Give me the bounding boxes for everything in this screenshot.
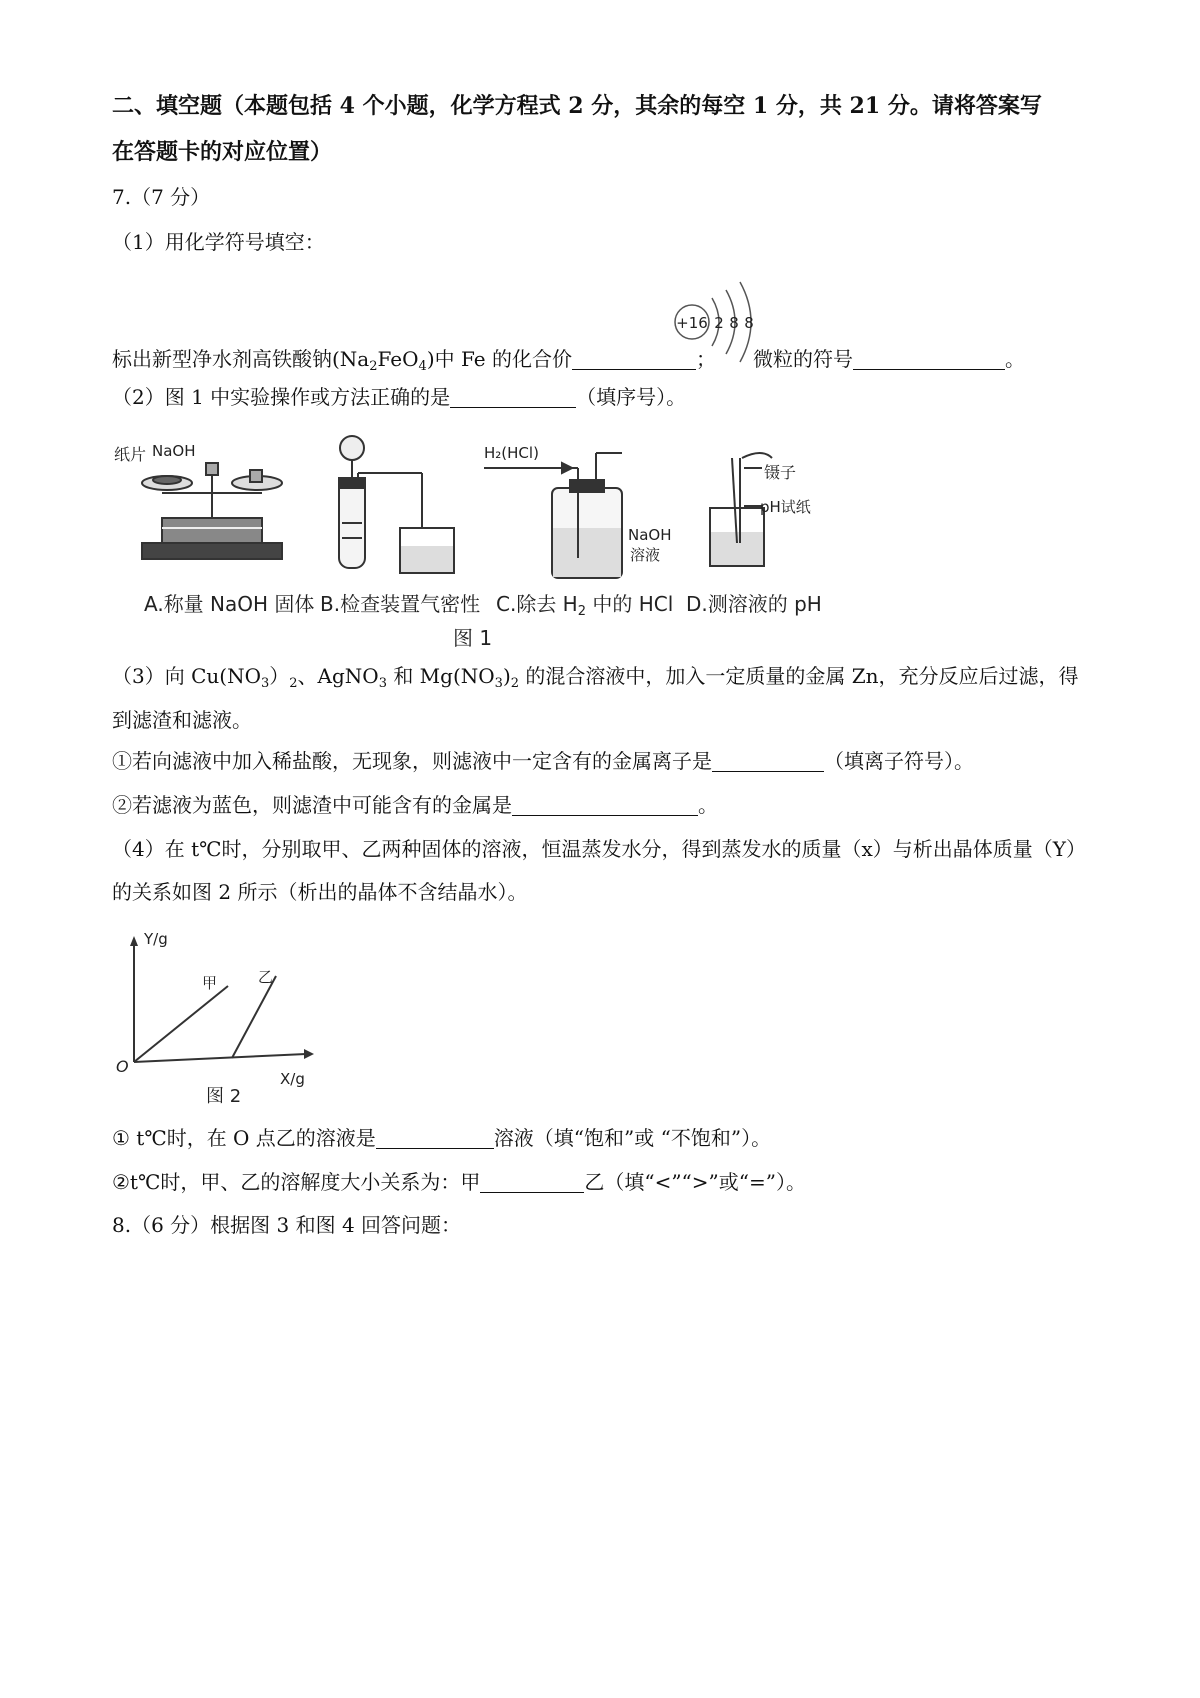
- p2-tail: （填序号）。: [576, 385, 687, 409]
- series-jia-label: 甲: [202, 974, 218, 992]
- answer-blank-fe-valence[interactable]: [572, 349, 696, 370]
- label-naoh-c: NaOH: [628, 526, 672, 544]
- y-axis-label: Y/g: [144, 930, 168, 948]
- p3-ii-tail: 。: [698, 793, 718, 817]
- x-axis-arrow: [304, 1049, 314, 1059]
- label-paper: 纸片: [114, 445, 147, 464]
- x-axis-label: X/g: [280, 1070, 305, 1088]
- atom-shell1-electrons: 2: [714, 314, 724, 332]
- series-yi-line: [232, 976, 276, 1058]
- series-jia-line: [134, 986, 228, 1062]
- p3-b: ）: [269, 664, 290, 688]
- p1-text-d: 微粒的符号: [753, 347, 853, 371]
- label-naoh-a: NaOH: [152, 442, 196, 460]
- cap-c-tail: 中的 HCl: [586, 592, 674, 616]
- caption-b: B.检查装置气密性: [320, 592, 481, 616]
- p1-sub-4: 4: [418, 359, 427, 374]
- answer-blank-possible-metals[interactable]: [512, 795, 698, 816]
- p3-e: ): [502, 664, 511, 688]
- airtightness-apparatus: [339, 436, 454, 573]
- answer-blank-particle-symbol[interactable]: [853, 349, 1005, 370]
- cap-c-text: C.除去 H: [496, 592, 578, 616]
- figure-2-title: 图 2: [206, 1086, 242, 1107]
- origin-label: O: [116, 1057, 129, 1076]
- p4-i-tail: 溶液（填“饱和”或 “不饱和”）。: [493, 1126, 772, 1150]
- q7-header: 7.（7 分）: [112, 185, 211, 209]
- p1-text-a: 标出新型净水剂高铁酸钠(Na: [112, 347, 370, 371]
- caption-d: D.测溶液的 pH: [686, 592, 822, 616]
- p1-end: 。: [1005, 347, 1025, 371]
- x-axis: [134, 1054, 306, 1062]
- section-heading-line1: 二、填空题（本题包括 4 个小题，化学方程式 2 分，其余的每空 1 分，共 21 分。请将答案写: [112, 93, 1042, 119]
- atom-shell2-electrons: 8: [729, 314, 739, 332]
- p3-sub3c: 3: [494, 676, 503, 691]
- label-h2-hcl: H₂(HCl): [484, 444, 539, 462]
- p4-ii-tail: 乙（填“<”“>”或“=”）。: [584, 1170, 806, 1194]
- p4-i-text: ① t℃时，在 O 点乙的溶液是: [112, 1126, 376, 1150]
- figure-2-graph: [110, 930, 340, 1110]
- q7-part4-i: [112, 1124, 1102, 1152]
- q7-part1-intro: （1）用化学符号填空：: [112, 230, 325, 254]
- caption-c: [496, 588, 673, 617]
- p1-sub-2: 2: [369, 359, 378, 374]
- p3-i-text: ①若向滤液中加入稀盐酸，无现象，则滤液中一定含有的金属离子是: [112, 749, 712, 773]
- p4-ii-text: ②t℃时，甲、乙的溶解度大小关系为：甲: [112, 1170, 481, 1194]
- p3-sub3b: 3: [378, 676, 387, 691]
- q7-part4-line1: （4）在 t℃时，分别取甲、乙两种固体的溶液，恒温蒸发水分，得到蒸发水的质量（x）与析出晶体质量（Y）: [112, 837, 1086, 861]
- q7-part3-line1: [112, 662, 1102, 690]
- p3-i-tail: （填离子符号）。: [824, 749, 974, 773]
- atom-nucleus-label: +16: [676, 314, 708, 332]
- atom-shell3-electrons: 8: [744, 314, 754, 332]
- answer-blank-metal-ions[interactable]: [712, 751, 824, 772]
- p3-c: 、AgNO: [297, 664, 379, 688]
- q7-part1-text: [112, 345, 1102, 373]
- p1-text-c: )中 Fe 的化合价: [426, 347, 572, 371]
- q7-part4-ii: [112, 1168, 1102, 1196]
- q8-header: 8.（6 分）根据图 3 和图 4 回答问题：: [112, 1213, 462, 1237]
- p1-text-d-wrap: [753, 345, 1025, 373]
- p3-sub2b: 2: [510, 676, 520, 691]
- cap-c-sub: 2: [577, 604, 586, 619]
- q7-part3-i: [112, 747, 1102, 775]
- p3-f: 的混合溶液中，加入一定质量的金属 Zn，充分反应后过滤，得: [519, 664, 1079, 688]
- label-solution: 溶液: [630, 546, 661, 564]
- y-axis-arrow: [130, 936, 138, 946]
- q7-part3-line2: 到滤渣和滤液。: [112, 708, 252, 732]
- q7-part4-line2: 的关系如图 2 所示（析出的晶体不含结晶水）。: [112, 880, 528, 904]
- p3-sub3a: 3: [260, 676, 270, 691]
- p3-ii-text: ②若滤液为蓝色，则滤渣中可能含有的金属是: [112, 793, 512, 817]
- p3-a: （3）向 Cu(NO: [112, 664, 261, 688]
- caption-a: A.称量 NaOH 固体: [144, 592, 315, 616]
- series-yi-label: 乙: [258, 968, 274, 986]
- label-tweezers: 镊子: [764, 463, 797, 482]
- answer-blank-saturation[interactable]: [376, 1128, 494, 1149]
- answer-blank-correct-option[interactable]: [450, 387, 576, 408]
- p2-text: （2）图 1 中实验操作或方法正确的是: [112, 385, 451, 409]
- figure-1-apparatus: [112, 428, 832, 598]
- p1-sep: ；: [695, 347, 716, 371]
- answer-blank-solubility-compare[interactable]: [480, 1172, 584, 1193]
- label-ph-paper: pH试纸: [760, 498, 811, 516]
- q7-part3-ii: [112, 791, 1102, 819]
- section-heading-line2: 在答题卡的对应位置）: [112, 139, 333, 165]
- p3-sub2a: 2: [289, 676, 298, 691]
- q7-part2: [112, 383, 1102, 411]
- p1-text-b: FeO: [377, 347, 419, 371]
- gas-wash-bottle: [484, 453, 622, 578]
- balance-scale: [142, 463, 282, 559]
- figure-1-title: 图 1: [453, 626, 493, 650]
- p3-d: 和 Mg(NO: [386, 664, 495, 688]
